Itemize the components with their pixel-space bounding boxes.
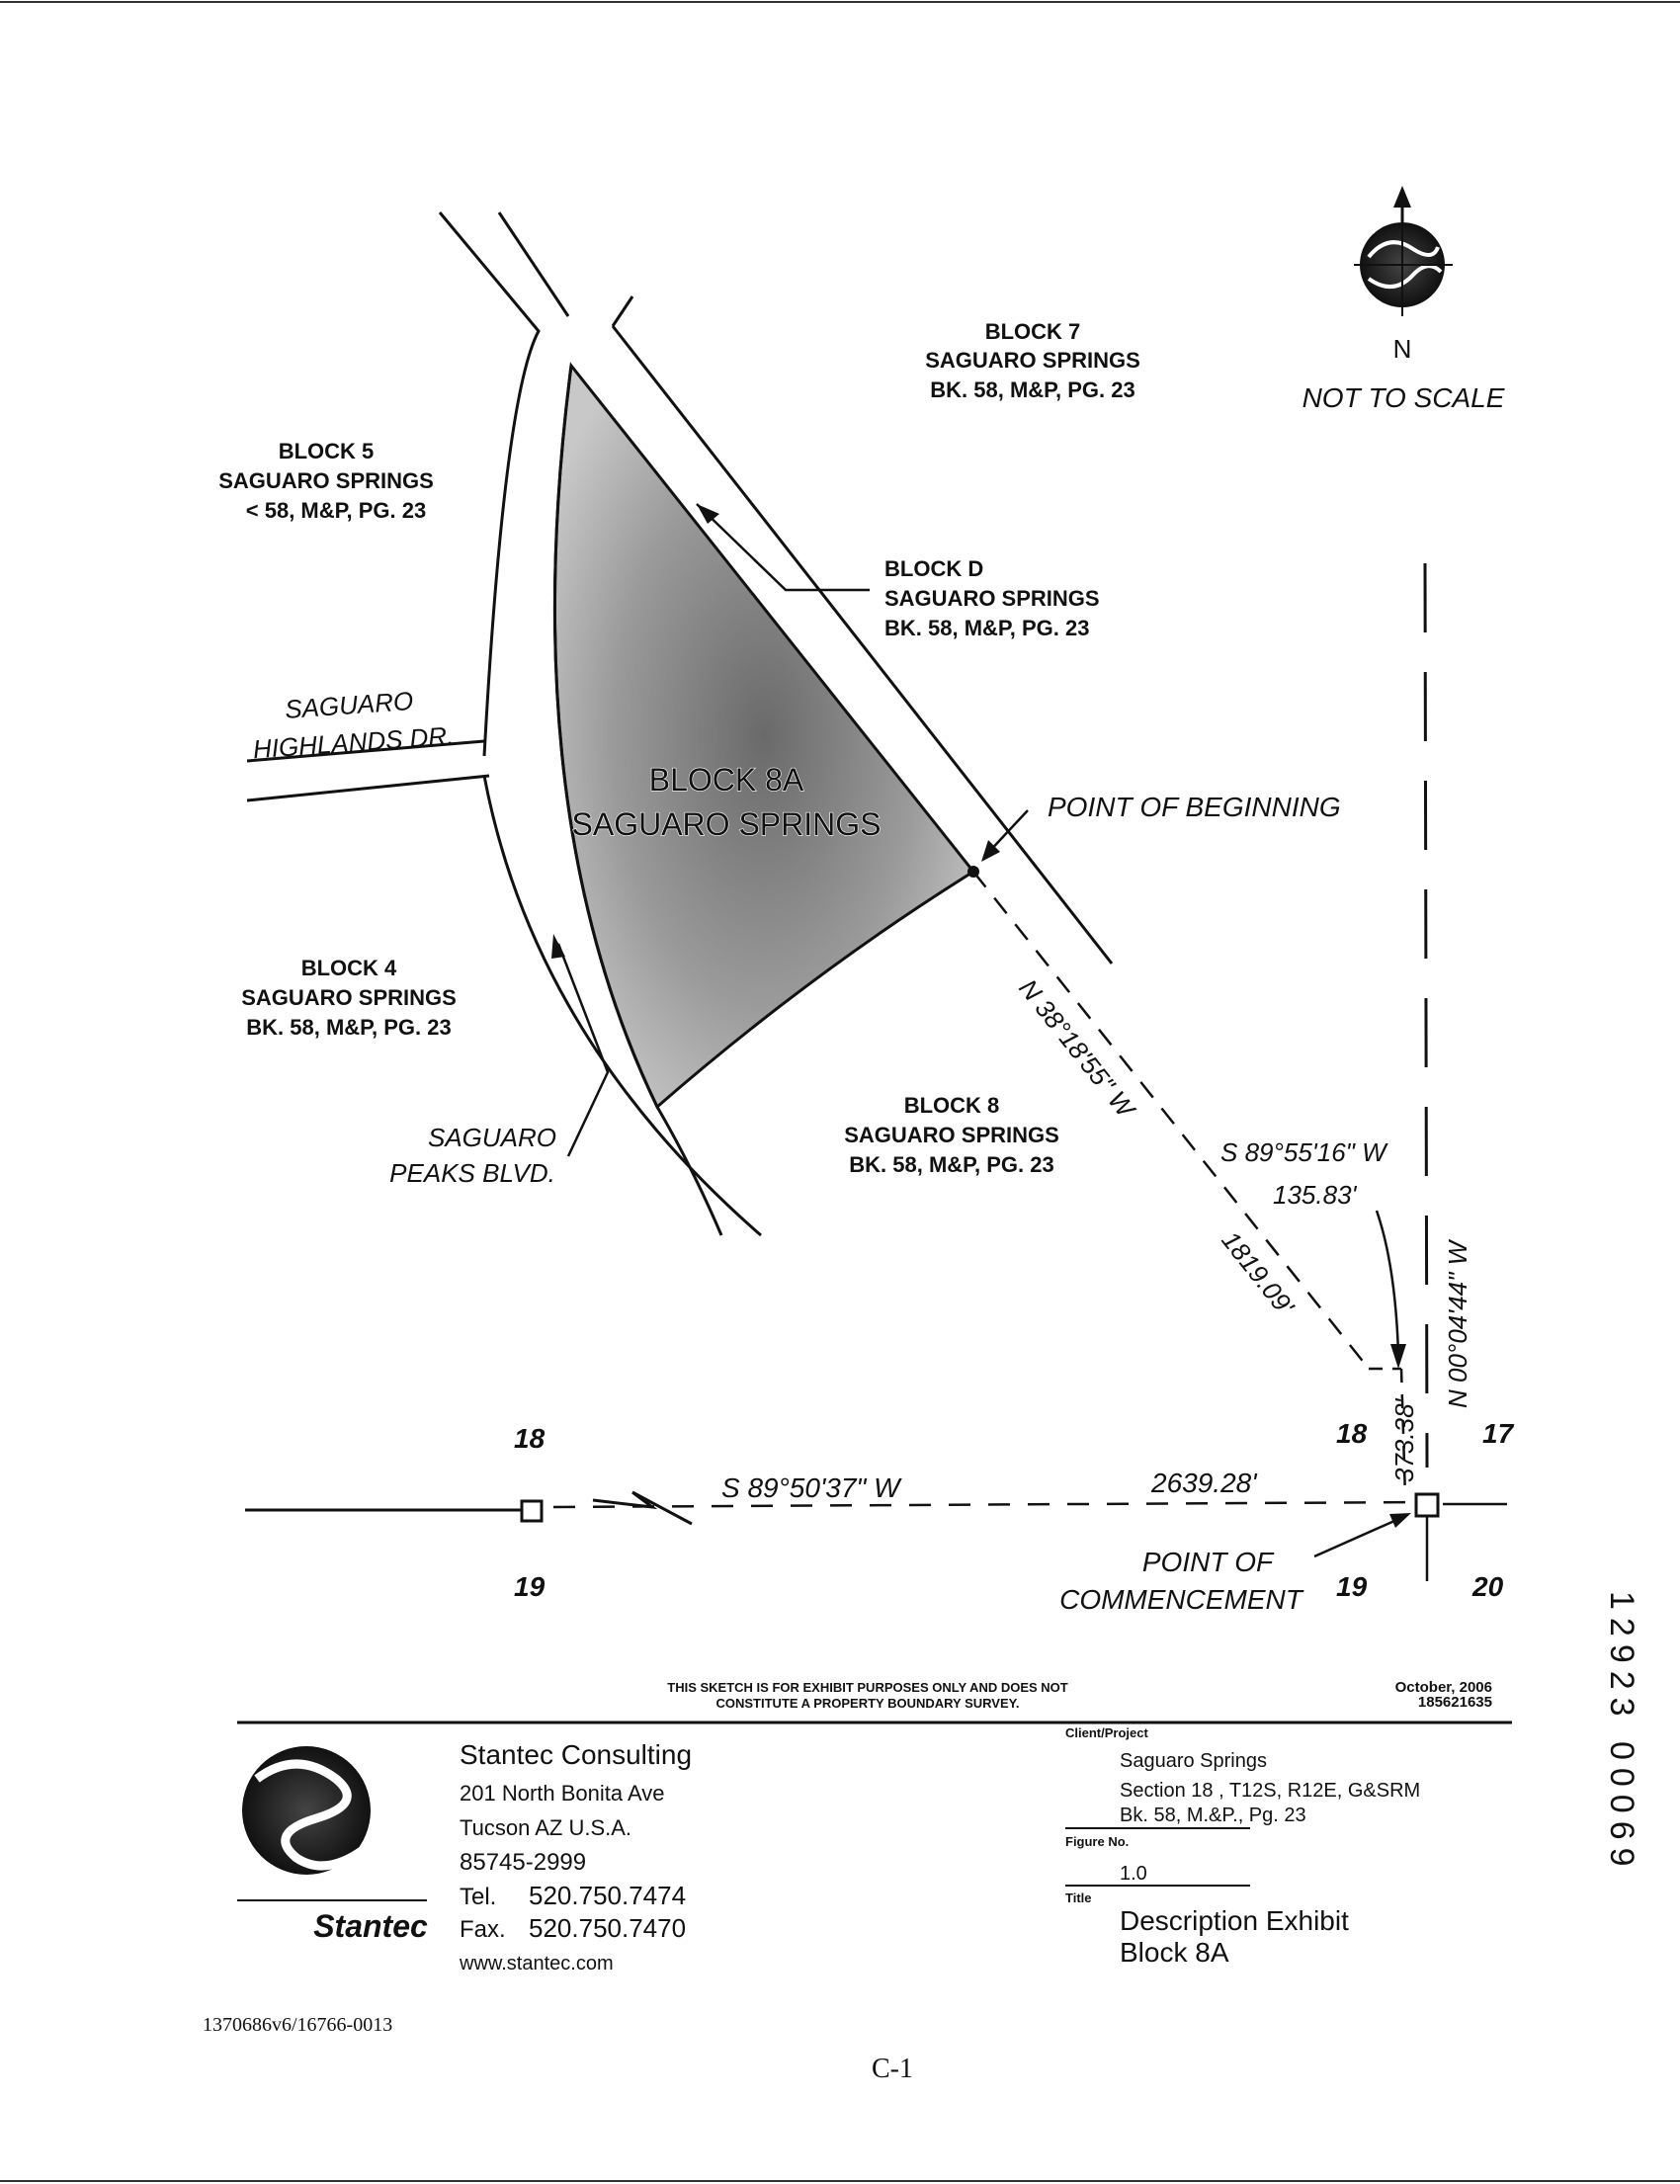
block-d-arrow	[697, 504, 719, 524]
svg-text:SAGUARO SPRINGS: SAGUARO SPRINGS	[844, 1123, 1059, 1147]
svg-text:SAGUARO: SAGUARO	[284, 685, 415, 724]
svg-text:SAGUARO SPRINGS: SAGUARO SPRINGS	[925, 348, 1140, 373]
company-zip: 85745-2999	[460, 1849, 587, 1876]
svg-text:BLOCK 4: BLOCK 4	[300, 956, 397, 980]
svg-text:BLOCK 5: BLOCK 5	[278, 439, 375, 463]
section-ne-left: 18	[1336, 1418, 1368, 1449]
svg-text:BLOCK D: BLOCK D	[884, 556, 984, 581]
highlands-dr-south	[247, 776, 489, 800]
section-line-break	[593, 1492, 692, 1524]
poc-arrow	[1389, 1513, 1411, 1528]
client-book: Bk. 58, M.&P., Pg. 23	[1120, 1805, 1306, 1826]
west-section-monument	[522, 1501, 542, 1521]
bearing-main: N 38°18'55" W	[1013, 973, 1141, 1124]
section-sw: 19	[514, 1571, 546, 1602]
svg-text:BLOCK 8A: BLOCK 8A	[648, 762, 804, 798]
not-to-scale: NOT TO SCALE	[1302, 382, 1505, 413]
title-label: Title	[1065, 1890, 1092, 1905]
svg-text:CONSTITUTE A PROPERTY BOUNDARY: CONSTITUTE A PROPERTY BOUNDARY SURVEY.	[715, 1696, 1020, 1711]
block-d-label	[884, 556, 1100, 640]
svg-text:COMMENCEMENT: COMMENCEMENT	[1059, 1584, 1302, 1615]
company-name: Stantec Consulting	[460, 1739, 693, 1770]
point-of-beginning-label: POINT OF BEGINNING	[1048, 792, 1341, 822]
side-stamp: 12923 00069	[1603, 1591, 1640, 1875]
svg-text:SAGUARO SPRINGS: SAGUARO SPRINGS	[241, 985, 457, 1010]
client-section: Section 18 , T12S, R12E, G&SRM	[1120, 1780, 1421, 1802]
north-arrow	[1354, 186, 1453, 316]
svg-text:PEAKS BLVD.: PEAKS BLVD.	[389, 1158, 555, 1188]
figure-label: Figure No.	[1065, 1834, 1130, 1849]
disclaimer	[667, 1680, 1068, 1711]
svg-text:BLOCK 7: BLOCK 7	[984, 319, 1081, 344]
svg-text:THIS SKETCH IS FOR EXHIBIT PUR: THIS SKETCH IS FOR EXHIBIT PURPOSES ONLY AND DOES NOT	[667, 1680, 1068, 1695]
poc-monument	[1416, 1494, 1438, 1516]
distance-section: 2639.28'	[1151, 1468, 1257, 1498]
date: October, 2006	[1394, 1679, 1492, 1696]
svg-text:BK. 58, M&P, PG. 23: BK. 58, M&P, PG. 23	[246, 1015, 452, 1040]
section-se-left: 19	[1336, 1571, 1368, 1602]
bearing-section: S 89°50'37" W	[721, 1472, 900, 1503]
point-of-commencement-label	[1059, 1547, 1304, 1615]
svg-text:BK. 58, M&P, PG. 23: BK. 58, M&P, PG. 23	[849, 1152, 1054, 1177]
section-se-right: 20	[1472, 1571, 1504, 1602]
stantec-logo-icon	[242, 1746, 371, 1875]
svg-text:BK. 58, M&P, PG. 23: BK. 58, M&P, PG. 23	[930, 378, 1135, 402]
main-course-line	[973, 872, 1369, 1369]
bearing-vertical: N 00°04'44" W	[1443, 1240, 1472, 1408]
east-section-line	[1425, 563, 1427, 1468]
fax-label: Fax.	[460, 1916, 506, 1943]
highlands-dr-label	[249, 683, 455, 764]
section-line-dashed	[553, 1502, 1428, 1507]
poc-leader	[1314, 1517, 1403, 1556]
peaks-blvd-label	[389, 1123, 556, 1188]
client-name: Saguaro Springs	[1120, 1750, 1267, 1772]
peaks-blvd-arrow	[551, 934, 565, 959]
distance-short: 135.83'	[1273, 1180, 1357, 1210]
company-address2: Tucson AZ U.S.A.	[460, 1815, 632, 1840]
block-5-label	[218, 439, 434, 523]
svg-text:BK. 58, M&P, PG. 23: BK. 58, M&P, PG. 23	[884, 616, 1090, 640]
svg-text:SAGUARO SPRINGS: SAGUARO SPRINGS	[571, 806, 882, 842]
road-upper-right	[499, 212, 568, 316]
svg-text:BLOCK 8: BLOCK 8	[903, 1093, 1000, 1118]
svg-text:POINT OF: POINT OF	[1141, 1547, 1274, 1577]
stantec-logo-text: Stantec	[313, 1908, 428, 1944]
distance-vertical: 373.38'	[1389, 1398, 1419, 1482]
page-label: C-1	[872, 2054, 913, 2084]
title-line2: Block 8A	[1120, 1937, 1229, 1968]
bearing-short: S 89°55'16" W	[1220, 1137, 1386, 1167]
block-4-label	[241, 956, 457, 1040]
svg-text:< 58, M&P, PG. 23: < 58, M&P, PG. 23	[245, 498, 427, 523]
company-web: www.stantec.com	[460, 1953, 614, 1974]
svg-text:SAGUARO SPRINGS: SAGUARO SPRINGS	[884, 586, 1100, 611]
block-8a-parcel	[554, 366, 973, 1107]
figure-value: 1.0	[1120, 1863, 1147, 1885]
block-8-label	[844, 1093, 1059, 1177]
svg-text:SAGUARO: SAGUARO	[427, 1123, 557, 1152]
section-ne-right: 17	[1482, 1418, 1514, 1449]
fax-value: 520.750.7470	[529, 1913, 687, 1943]
peaks-blvd-leader	[558, 944, 608, 1156]
north-letter: N	[1392, 334, 1412, 364]
project-number: 185621635	[1417, 1694, 1492, 1711]
short-course-leader	[1377, 1211, 1398, 1354]
document-id: 1370686v6/16766-0013	[203, 2014, 393, 2036]
short-course-arrow	[1390, 1344, 1406, 1369]
section-nw: 18	[514, 1423, 546, 1454]
svg-text:HIGHLANDS DR.: HIGHLANDS DR.	[251, 720, 456, 765]
title-line1: Description Exhibit	[1120, 1905, 1349, 1936]
block-7-label	[925, 319, 1140, 402]
svg-text:SAGUARO SPRINGS: SAGUARO SPRINGS	[218, 468, 434, 493]
tel-value: 520.750.7474	[529, 1881, 687, 1910]
road-upper-left	[440, 212, 539, 756]
client-project-label: Client/Project	[1065, 1725, 1148, 1740]
company-address1: 201 North Bonita Ave	[460, 1781, 665, 1806]
tel-label: Tel.	[460, 1884, 497, 1910]
distance-main: 1819.09'	[1216, 1225, 1301, 1321]
